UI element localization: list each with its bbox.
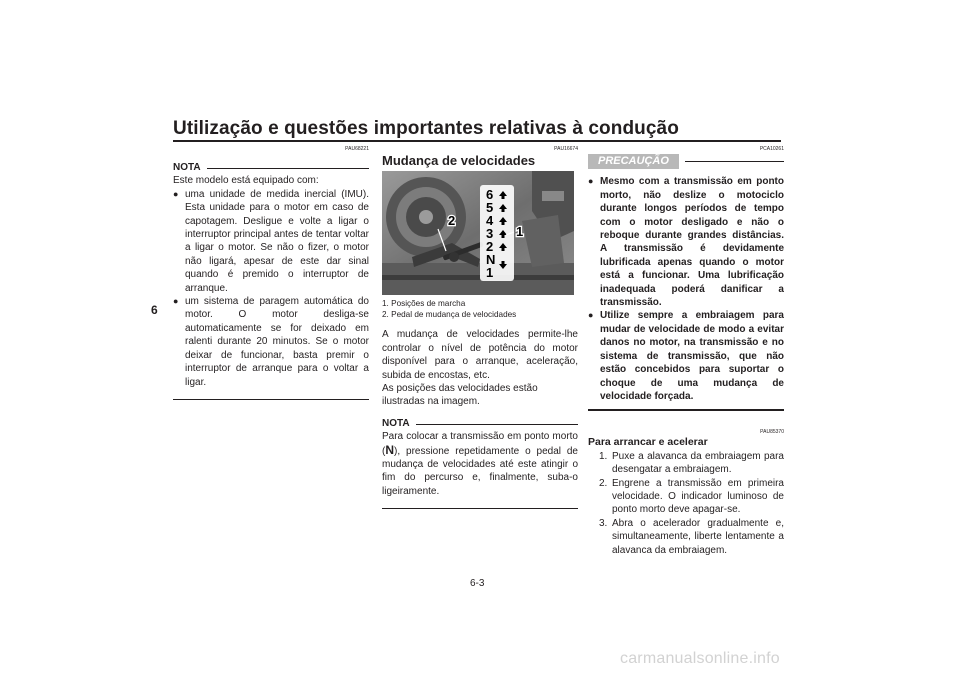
caption-item: 2. Pedal de mudança de velocidades — [382, 310, 517, 320]
column-1 — [173, 146, 369, 400]
figure-captions — [382, 298, 578, 320]
gear-label-5: 5 — [486, 200, 494, 216]
column-3 — [588, 146, 784, 557]
nota-intro: Este modelo está equipado com: — [173, 175, 319, 187]
callout-1: 1 — [516, 224, 524, 240]
bullet-icon: ● — [173, 296, 179, 307]
reference-code: PAU16674 — [554, 146, 578, 152]
bullet-icon: ● — [588, 310, 594, 321]
title-rule — [173, 140, 781, 142]
list-item: 2. Engrene a transmissão em primeira velocidade. O indicador luminoso de ponto morto deve apagar-se. — [599, 477, 784, 516]
precaution-end-rule — [588, 409, 784, 411]
gear-label-2: 2 — [486, 239, 494, 255]
nota-heading — [382, 417, 578, 430]
paragraph: A mudança de velocidades permite-lhe controlar o nível de potência do motor disponível para o arranque, aceleração, subida de encostas, etc. — [382, 329, 578, 381]
nota-bullet-list — [173, 188, 369, 389]
callout-2: 2 — [448, 213, 456, 229]
bullet-icon: ● — [173, 188, 179, 199]
nota-label: NOTA — [382, 417, 410, 429]
bullet-icon: ● — [588, 176, 594, 187]
list-item: 1. Puxe a alavanca da embraiagem para desengatar a embraiagem. — [599, 450, 784, 476]
precaution-label: PRECAUÇÃO — [588, 154, 679, 169]
precaution-rule — [685, 161, 784, 162]
reference-code: PAU85370 — [760, 429, 784, 436]
paragraph: As posições das velocidades estão ilustradas na imagem. — [382, 383, 538, 408]
nota-rule — [416, 424, 578, 425]
neutral-symbol: N — [385, 442, 395, 457]
column-2 — [382, 146, 578, 509]
gear-shift-figure — [382, 171, 574, 295]
nota-heading — [173, 161, 369, 174]
page-title: Utilização e questões importantes relativas à condução — [173, 118, 679, 139]
nota-text: Para colocar a transmissão em ponto morto (N), pressione repetidamente o pedal de mudança de velocidades até este atingir o fim do percurso e, finalmente, suba-o ligeiramente. — [382, 431, 578, 497]
motorcycle-engine-photo — [382, 171, 574, 295]
gear-label-4: 4 — [486, 213, 494, 229]
nota-end-rule — [173, 399, 369, 400]
list-item: ● um sistema de paragem automática do motor. O motor desliga-se automaticamente se for deixado em ralenti durante 20 minutos. Se o motor deixar de funcionar, basta premir o interruptor de arranque para o voltar a ligar. — [173, 296, 369, 388]
page-number: 6-3 — [470, 578, 485, 589]
list-item: ● Utilize sempre a embraiagem para mudar de velocidade de modo a evitar danos no motor, na transmissão e no sistema de transmissão, que não estão concebidos para suportar o choque de uma mudança de velocidade forçada. — [588, 310, 784, 402]
gear-label-6: 6 — [486, 187, 494, 203]
list-item: ● Mesmo com a transmissão em ponto morto, não deslize o motociclo durante longos períodos de tempo com o motor desligado e não o reboque durante grandes distâncias. A transmissão é devidamente lubrificada apenas quando o motor está a funcionar. Uma lubrificação inadequada poderá danificar a transmissão. — [588, 176, 784, 309]
list-item: 3. Abra o acelerador gradualmente e, simultaneamente, liberte lentamente a alavanca da embraiagem. — [599, 517, 784, 556]
gear-label-n: N — [486, 252, 496, 268]
section-title: Mudança de velocidades — [382, 153, 536, 168]
steps-list — [588, 450, 784, 557]
reference-code: PCA10261 — [759, 146, 784, 152]
gear-label-3: 3 — [486, 226, 494, 242]
caption-item: 1. Posições de marcha — [382, 299, 466, 309]
reference-code: PAU68221 — [345, 146, 369, 152]
nota-label: NOTA — [173, 162, 201, 173]
precaution-list — [588, 175, 784, 403]
subsection-title: Para arrancar e acelerar — [588, 436, 708, 449]
gear-label-1: 1 — [486, 265, 494, 281]
list-item: ● uma unidade de medida inercial (IMU). Esta unidade para o motor em caso de capotagem. Desligue e volte a ligar o interruptor principal antes de tentar voltar a ligar o motor. Se não o fizer, o motor não ligará, apesar de este dar sinal quando é premido o interruptor de arranque. — [173, 188, 369, 294]
chapter-tab: 6 — [151, 303, 158, 317]
nota-rule — [207, 168, 369, 169]
precaution-heading — [588, 154, 784, 169]
nota-end-rule — [382, 508, 578, 509]
watermark-link[interactable]: carmanualsonline.info — [620, 650, 780, 667]
